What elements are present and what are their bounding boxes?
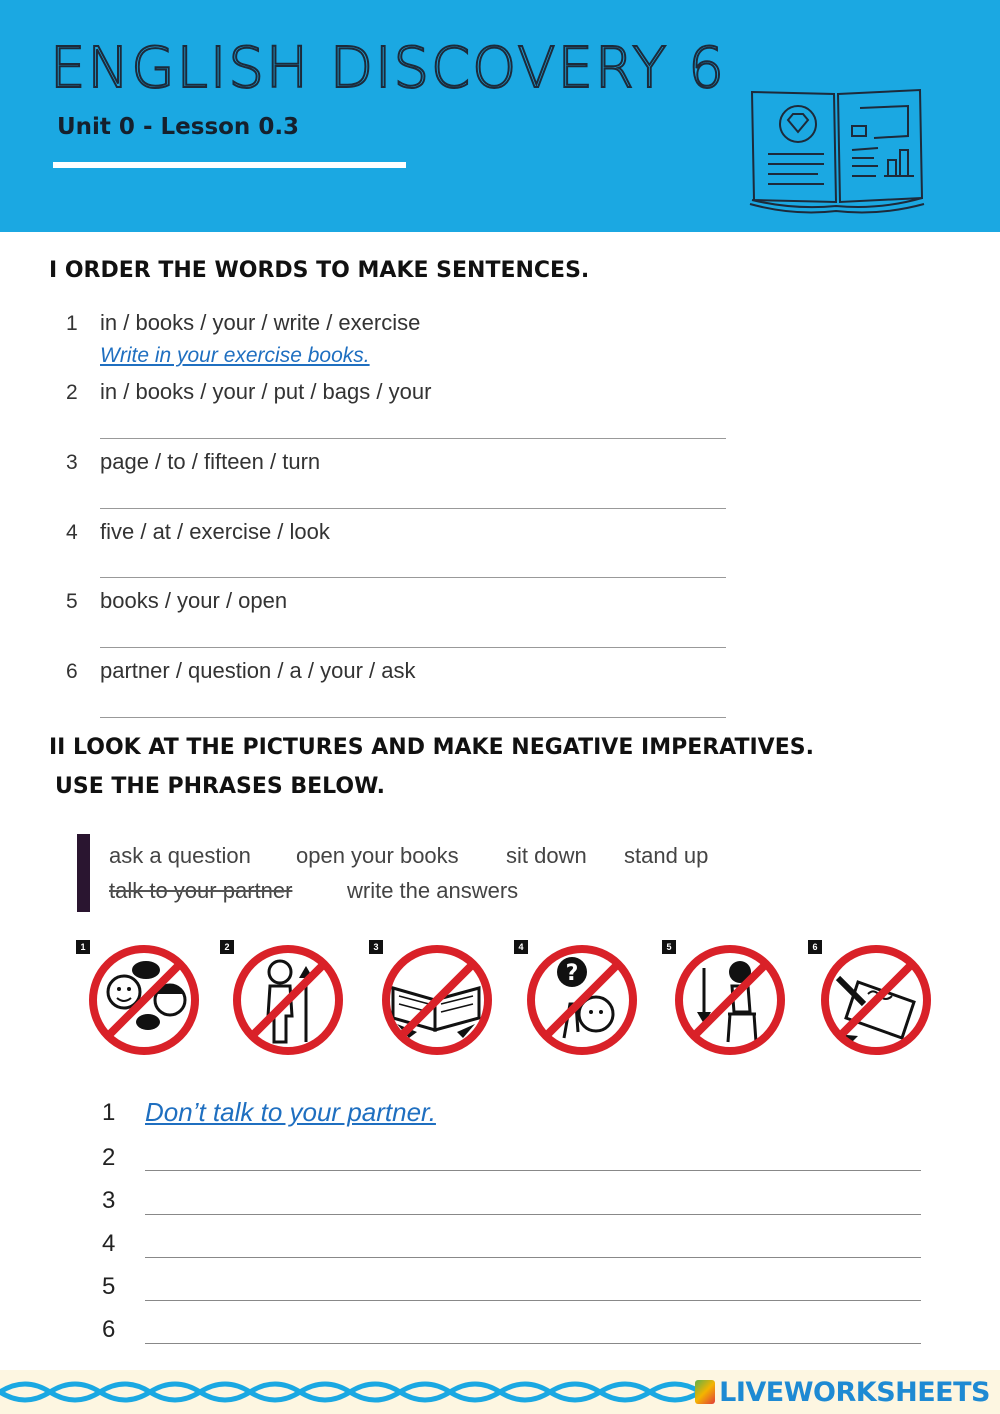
question-number: 6 — [66, 660, 78, 683]
phrase-box-bar — [77, 834, 90, 912]
imperative-line-5[interactable] — [145, 1300, 921, 1301]
picture-number: 6 — [808, 940, 822, 954]
liveworksheets-logo[interactable] — [695, 1377, 990, 1408]
answer-number: 5 — [102, 1273, 116, 1300]
question-icon — [524, 942, 642, 1058]
answer-line-3[interactable] — [100, 508, 726, 509]
open-book-icon — [748, 84, 926, 219]
answer-number: 2 — [102, 1144, 116, 1171]
section-1-title: I ORDER THE WORDS TO MAKE SENTENCES. — [49, 258, 590, 283]
imperative-line-4[interactable] — [145, 1257, 921, 1258]
talking-people-icon — [86, 942, 204, 1058]
writing-icon — [818, 942, 936, 1058]
question-number: 2 — [66, 381, 78, 404]
liveworksheets-icon — [695, 1380, 715, 1404]
answer-line-4[interactable] — [100, 577, 726, 578]
phrase: ask a question — [109, 843, 251, 868]
imperative-line-2[interactable] — [145, 1170, 921, 1171]
picture-6 — [808, 940, 940, 1058]
standing-up-icon — [230, 942, 348, 1058]
picture-number: 5 — [662, 940, 676, 954]
header-underline — [53, 162, 406, 168]
question-words: in / books / your / put / bags / your — [100, 379, 432, 404]
phrase: open your books — [296, 843, 459, 868]
phrase: write the answers — [347, 878, 519, 903]
wave-decoration — [0, 1370, 700, 1414]
phrase-used: talk to your partner — [109, 878, 293, 903]
example-imperative: Don’t talk to your partner. — [145, 1097, 436, 1127]
question-words: partner / question / a / your / ask — [100, 658, 416, 683]
phrase: sit down — [506, 843, 587, 868]
picture-3 — [369, 940, 501, 1058]
worksheet-title: ENGLISH DISCOVERY 6 — [50, 36, 726, 101]
section-2-subtitle: USE THE PHRASES BELOW. — [55, 774, 385, 799]
sitting-down-icon — [672, 942, 790, 1058]
picture-number: 4 — [514, 940, 528, 954]
answer-number: 4 — [102, 1230, 116, 1257]
picture-number: 3 — [369, 940, 383, 954]
answer-number: 1 — [102, 1099, 116, 1126]
question-number: 3 — [66, 451, 78, 474]
svg-text:?: ? — [565, 961, 579, 986]
answer-line-5[interactable] — [100, 647, 726, 648]
question-words: page / to / fifteen / turn — [100, 449, 321, 474]
answer-number: 3 — [102, 1187, 116, 1214]
question-words: five / at / exercise / look — [100, 519, 330, 544]
liveworksheets-logo-text: LIVEWORKSHEETS — [719, 1377, 990, 1408]
question-number: 4 — [66, 521, 78, 544]
open-book-icon — [379, 942, 497, 1058]
picture-number: 2 — [220, 940, 234, 954]
picture-4 — [514, 940, 646, 1058]
imperative-line-6[interactable] — [145, 1343, 921, 1344]
lesson-subtitle: Unit 0 - Lesson 0.3 — [57, 114, 300, 140]
question-number: 5 — [66, 590, 78, 613]
answer-number: 6 — [102, 1316, 116, 1343]
imperative-line-3[interactable] — [145, 1214, 921, 1215]
question-words: books / your / open — [100, 588, 288, 613]
question-words: in / books / your / write / exercise — [100, 310, 421, 335]
question-number: 1 — [66, 312, 78, 335]
answer-line-6[interactable] — [100, 717, 726, 718]
picture-2 — [220, 940, 352, 1058]
phrase: stand up — [624, 843, 709, 868]
picture-5 — [662, 940, 794, 1058]
picture-1 — [76, 940, 208, 1058]
picture-number: 1 — [76, 940, 90, 954]
section-2-title: II LOOK AT THE PICTURES AND MAKE NEGATIVE IMPERATIVES. — [49, 735, 814, 760]
answer-line-2[interactable] — [100, 438, 726, 439]
example-answer: Write in your exercise books. — [100, 344, 370, 367]
